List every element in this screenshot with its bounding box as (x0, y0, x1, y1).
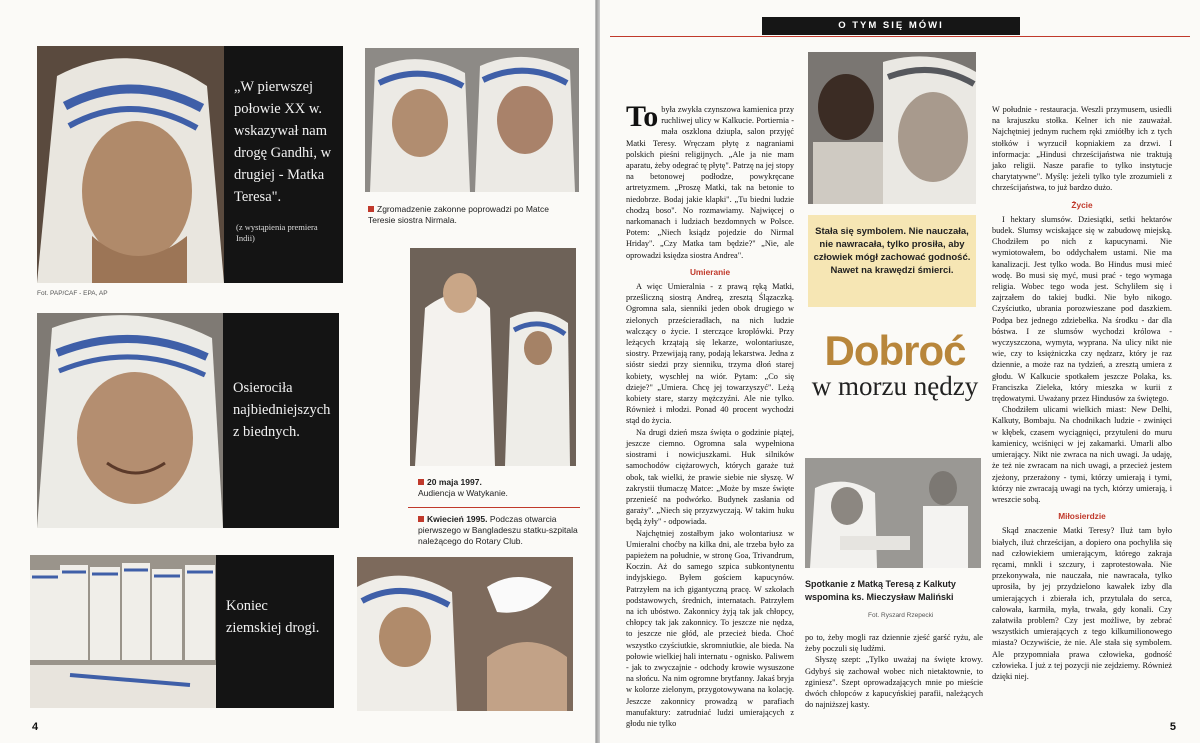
paragraph: Najchętniej zostałbym jako wolontariusz w Umieralni choćby na kilka dni, ale trzeba było za papieżem na południe, w stronę Goa, Trivandrum, Koczin. Aż do samego szpica subkontynentu indyjskiego. Byłem gościem kapucynów. Patrzyłem na ich gigantyczną pracę. W szkołach podstawowych, średnich, internatach. Patrzyłem na ich ubóstwo. Zakonnicy żyją tak jak chłopcy, chłopcy tak jak zakonnicy. To jeszcze nie nędza, to jeszcze nie głód, ale przecież bieda. Choć wszystko czyściutkie, skromniutkie, ale bieda. Na połowie wielkiej hali internatu - ognisko. Paliwem - jak to zwyczajnie - odchody krowie wysuszone na słońcu. Na nim ogromne brytfanny. Jakaś bryja w kolorze zielonym, przygotowywana na kolację. Jeszcze zakonnicy prowadzą w parafiach manufaktury: zatrudniać ludzi umierających z głodu nie tylko (626, 528, 794, 728)
photo-credit: Fot. Ryszard Rzepecki (868, 612, 934, 619)
right-page (600, 0, 1200, 743)
paragraph: była zwykła czynszowa kamienica przy ruchliwej ulicy w Kalkucie. Portiernia - mała oszklona dziupla, salon przyjęć Matki Teresy. Wręczam płytę z nagraniami polskich pieśni religijnych. „Ale ja nie mam aparatu, żeby odegrać tę płytę". Patrzę na jej stopy na betonowej podłodze, powykręcane artretyzmem. „Proszę Matki, tak na betonie to niedobrze. Bodaj jakie klapki". „Tu biedni ludzie chodzą boso". No rozmawiamy. Najwięcej o narkomanach i ludziach bezdomnych w Polsce. Potem: „Niech ksiądz pojedzie do Nirmal Hriday". „Czy Matka tam będzie?" „Nie, ale oprowadzi księdza siostra Andrea". (626, 105, 794, 260)
left-page (0, 0, 596, 743)
photo-funeral-nuns (30, 555, 216, 708)
paragraph: Chodziłem ulicami wielkich miast: New Delhi, Kalkuty, Bombaju. Na chodnikach ludzie - zwinięci w kłębek, czasem wyciągnięci, przytuleni do muru kamienicy, wciśnięci w jej zakamarki. Umarli albo umierający. Nikt nie zwraca na nich uwagi. Ja udaję, że też nie zwracam na nich uwagi, a przecież jestem zjeżony, przerażony - tymi, którzy umierają i tymi, którzy nie zwracają uwagi na tych, którzy umierają, i wreszcie sobą. (992, 405, 1172, 504)
article-column-3 (992, 104, 1172, 724)
quote-box-end (216, 555, 334, 708)
quote-text: Koniec ziemskiej drogi. (226, 598, 320, 636)
bullet-square-icon (418, 479, 424, 485)
photo-dove (357, 557, 573, 711)
subhead-umieranie: Umieranie (689, 266, 731, 277)
photo-mother-teresa-smiling (37, 313, 223, 528)
caption-date: 20 maja 1997. (427, 477, 482, 487)
quote-text: „W pierwszej połowie XX w. wskazywał nam drogę Gandhi, w drugiej - Matka Teresa". (234, 79, 332, 205)
subhead-milosierdzie: Miłosierdzie (1058, 511, 1106, 522)
subhead-zycie: Życie (1071, 199, 1093, 210)
paragraph: I hektary slumsów. Dziesiątki, setki hektarów budek. Slumsy wciskające się w zabudowę miejską. Chodziłem po nich z kapucynami. Nie wymiotowałem, bo oddychałem ustami. Nie ma kanalizacji. Jest tylko woda. Bo Hindus musi mieć wodę. Bo musi się myć, musi prać - tego wymaga religia. Wobec tego woda jest. Schyliłem się i zajrzałem do takiej budki. Nie było nikogo. Czyściutko, ubrania porozwieszane pod daszkiem. Podpa bez jednego zdziebełka. Na środku - dar dla bóstwa. I ze slumsów wychodzi królowa - wyczyszczona, wymyta, wyprana. Na ulicy nikt nie wie, czy to księżniczka czy nędzarz, który je raz dziennie, a może raz na tydzień, a zresztą umiera z głodu. W Kalkucie spotkałem jeszcze Polaka, ks. Franciszka Zieleka, który mieszka w kurii z trędowatymi. Uważany przez Hindusów za świętego. (992, 214, 1172, 404)
paragraph: Na drugi dzień msza święta o godzinie piątej, jeszcze ciemno. Ogromna sala wypełniona siostrami i nowicjuszkami. Huk silników samochodów ciężarowych, których garaże tuż obok, tak wielki, że prawie siebie nie słyszę. W zakrystii tłumaczę Matce: „Może by msze święte przenieść na podwórko. Budynek zasłania od garaży". „Niech się przyzwyczają. W takim huku będą żyły" - odpowiada. (626, 427, 794, 527)
photo-pope-audience (410, 248, 576, 466)
header-rule (610, 36, 1190, 37)
photo-mother-teresa-praying (37, 46, 224, 283)
divider (408, 507, 580, 508)
paragraph: Skąd znaczenie Matki Teresy? Iluż tam było białych, iluż chrześcijan, a dopiero ona pochyliła się nad człowiekiem umierającym, którego zakraja ręcami, mnkli i szczury, i zaprotestowała. Nie przekonywała, nie nauczała, nie nawracała, tylko uprosiła, by jej przydzielono kawałek izby dla umierających i zbierała ich, przytulała do serca, całowała, karmiła, myła, trwała, gdy konali. Czy załatwiła problem? Czy jest możliwe, by zebrać wszystkich umierających z tego kilkumilionowego miasta? Oczywiście, że nie. Ale stała się symbolem. Ale przypomniała prawa człowieka, godność człowieka. I już z tej pozycji nie zejdziemy. Również dzięki niej. (992, 526, 1172, 681)
caption-text: Zgromadzenie zakonne poprowadzi po Matce Teresie siostra Nirmala. (368, 204, 549, 225)
article-column-2 (805, 632, 983, 732)
caption-text: Audiencja w Watykanie. (418, 488, 508, 498)
caption-text: Podczas otwarcia pierwszego w Bangladeszu statku-szpitala należącego do Rotary Club. (418, 514, 578, 546)
article-title (810, 327, 980, 401)
caption-nirmala (368, 204, 578, 226)
photo-malinski-meeting (805, 458, 981, 568)
photo-teresa-with-child (808, 52, 976, 204)
page-number: 5 (1169, 721, 1176, 733)
caption-vatican (418, 477, 578, 499)
quote-box-orphaned (223, 313, 339, 528)
photo-nuns-praying (365, 48, 579, 192)
quote-source: (z wystąpienia premiera Indii) (236, 222, 318, 243)
paragraph: Słyszę szept: „Tylko uważaj na święte krowy. Gdybyś się zachował wobec nich nietaktownie, to zginiesz". Szept oprowadzających mnie po mieście dwóch chłopców z kapucyńskiej parafii, należących do najniższej kasty. (805, 655, 983, 710)
photo-caption: Spotkanie z Matką Teresą z Kalkuty wspomina ks. Mieczysław Maliński (805, 579, 956, 602)
drop-cap: To (626, 100, 659, 133)
bullet-square-icon (368, 206, 374, 212)
page-number: 4 (32, 721, 39, 733)
lead-box: Stała się symbolem. Nie nauczała, nie nawracała, tylko prosiła, aby człowiek mógł zachować godność. Nawet na krawędzi śmierci. (808, 215, 976, 307)
quote-box-gandhi (224, 46, 343, 283)
caption-bangladesh (418, 514, 580, 547)
quote-text: Osierociła najbiedniejszych z biednych. (233, 380, 331, 440)
paragraph: W południe - restauracja. Weszli przymusem, usiedli na krajuszku stołka. Kelner ich nie zauważał. Najchętniej jednym ruchem ręki zmiótłby ich z tych stołków i wyrzucił kopniakiem za drzwi. I informacja: „Hindusi chrześcijaństwa nie traktują jako religii. Nasze parafie to tylko instytucje charytatywne". Myślę: jeżeli tylko tyle zrozumieli z chrześcijaństwa, to już bardzo dużo. (992, 105, 1172, 193)
bullet-square-icon (418, 516, 424, 522)
title-main: Dobroć (824, 327, 966, 374)
paragraph: A więc Umieralnia - z prawą ręką Matki, prześliczną siostrą Andreą, zresztą Ślązaczką. Ogromna sala, sienniki jeden obok drugiego w zielonych prześcieradłach, na nich ludzie walczący o życie. I sterczące kroplówki. Przy leżących krzątają się lekarze, wolontariusze, siostry. Przewijają rany, podają lekarstwa. Jedna z sióstr siedzi przy sienniku, trzyma dłoń starej kobiety, wyschłej na wiór. Pytam: „Co się dzieje?" „Umiera. Chcę jej towarzyszyć". Leżą kobiety stare, starzy mężczyźni. Ale nie tylko. Również i młodzi. Ponad 40 procent wychodzi stąd do życia. (626, 282, 794, 426)
caption-date: Kwiecień 1995. (427, 514, 488, 524)
article-column-1 (626, 100, 794, 728)
section-title: O TYM SIĘ MÓWI (762, 17, 1020, 35)
paragraph: po to, żeby mogli raz dziennie zjeść garść ryżu, ale żeby poczuli się ludźmi. (805, 633, 983, 654)
title-sub: w morzu nędzy (811, 371, 979, 401)
photo-credit: Fot. PAP/CAF - EPA, AP (37, 290, 108, 297)
